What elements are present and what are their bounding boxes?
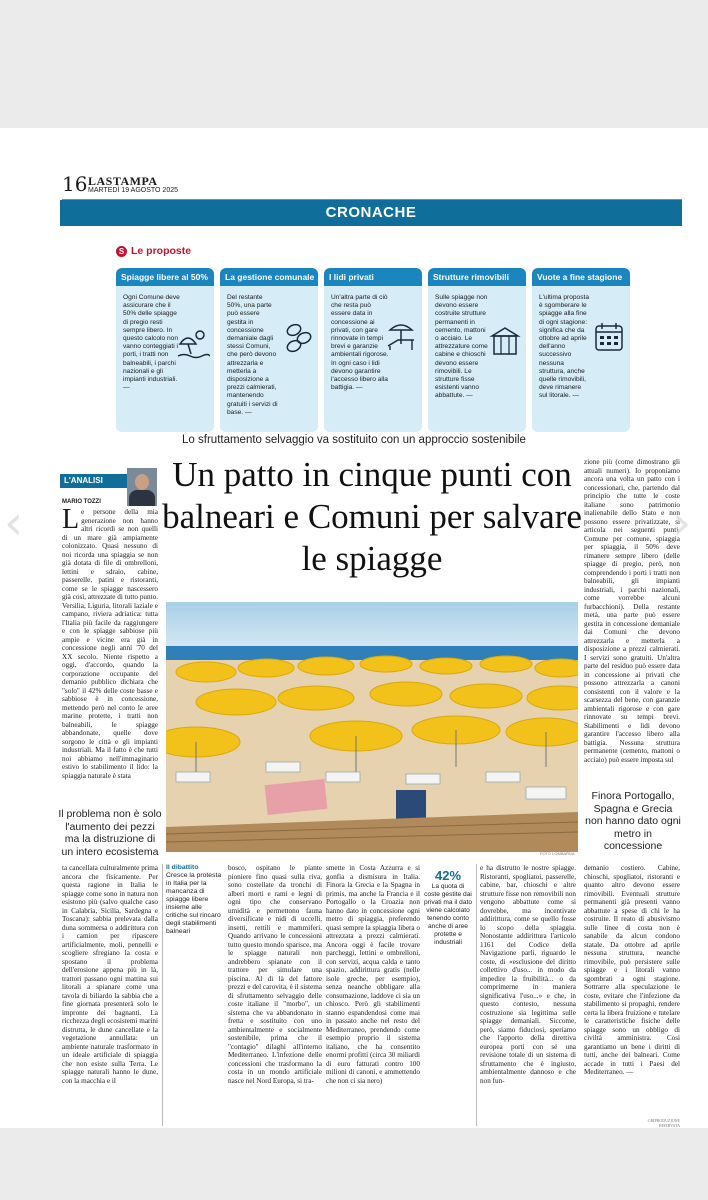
previous-page-chevron-icon[interactable]: ‹	[4, 495, 24, 551]
stat-box	[424, 868, 472, 947]
proposal-card-2	[220, 268, 318, 432]
proposal-card-1	[116, 268, 214, 432]
analisi-label: L'ANALISI	[60, 474, 130, 488]
copyright-note: ©RIPRODUZIONE RISERVATA	[647, 1118, 680, 1128]
newspaper-logo: LASTAMPA	[88, 174, 158, 188]
card-body: Sulle spiagge non devono essere costruite strutture permanenti in cemento, mattoni o acciaio. Le attrezzature come cabine e chioschi devono essere rimovibili. Le strutture fisse esistenti vanno abbattute. —	[435, 294, 488, 400]
card-body: L'ultima proposta è sgomberare le spiagge alla fine di ogni stagione: significa che da ottobre ad aprile dell'anno successivo nessuna struttura, anche quelle rimovibili, deve rimanere sul litorale. —	[539, 294, 590, 400]
card-title: La gestione comunale	[220, 268, 318, 286]
proposte-text: Le proposte	[131, 245, 192, 257]
beach-umbrella-icon	[176, 326, 210, 360]
card-title: I lidi privati	[324, 268, 422, 286]
proposte-badge: S	[116, 246, 127, 257]
card-body: Ogni Comune deve assicurare che il 50% delle spiagge di pregio resti sempre libero. In questo calcolo non vanno conteggiati i porti, i tratti non balneabili, i parchi nazionali e gli impianti industriali. —	[123, 294, 180, 392]
calendar-icon	[592, 320, 626, 354]
newspaper-page	[0, 128, 708, 1128]
sunbed-umbrella-icon	[384, 318, 418, 352]
stat-caption: La quota di coste gestite dai privati ma il dato viene calcolato tenendo conto anche di aree protette e industriali	[424, 883, 473, 946]
article-column-bottom-3: smette in Costa Azzurra e si gonfia a dismisura in Italia. Finora la Grecia e la Spagna in primis, ma anche la Francia e il Portogallo o la Croazia non hanno dato in concessione ogni metro di spiaggia, preferendo quasi sempre la spiaggia libera o attrezzata a prezzi calmierati. Ancora oggi è facile trovare parcheggi, lettini e ombrelloni, con servizi, acqua calda e tanto spazio, addirittura gratis (nelle isole greche, per esempio), senza neanche obbligare alla consumazione, laddove ci sia un chiosco. Però gli stabilimenti stanno espandendosi come mai in passato anche nel resto del Mediterraneo, prendendo come esempio proprio il sistema italiano, che ha consentito enormi profitti (circa 30 miliardi di euro fatturati contro 100 milioni di canoni, e ammettendo che non ci sia nero)	[326, 864, 420, 1085]
article-column-left	[62, 508, 158, 800]
proposal-card-3	[324, 268, 422, 432]
issue-date: MARTEDÌ 19 AGOSTO 2025	[88, 187, 179, 194]
article-kicker: Lo sfruttamento selvaggio va sostituito con un approccio sostenibile	[182, 434, 526, 446]
article-column-bottom-4: e ha distrutto le nostre spiagge. Ristoranti, spogliatoi, passerelle, cabine, bar, chioschi e altre strutture fisse non removibili non vengono abbattute come si dovrebbe, ma incentivate addirittura, come se quello fosse lo scopo della spiaggia. Nonostante addirittura l'articolo 1161 del Codice della Navigazione parli, riguardo le coste, di «esclusione del diritto collettivo d'uso... in modo da impedire la fruibilità... o da comprimerne in maniera significativa l'uso...» e che, in questo contesto, nessuna costruzione sia legittima sulle spiagge demaniali. Siccome, però, siamo fiduciosi, speriamo che l'apporto della direttiva europea porti con sé una revisione totale di un sistema di sfruttamento che è ingiusto, ambientalmente dannoso e che non fun-	[480, 864, 576, 1085]
photo-credit: FOTO LOMBARDA	[540, 851, 575, 856]
viewer-top-margin	[0, 0, 708, 128]
section-banner: CRONACHE	[60, 200, 682, 226]
beach-hut-icon	[488, 324, 522, 358]
next-page-chevron-icon[interactable]: ›	[672, 495, 692, 551]
coins-icon	[282, 320, 316, 354]
beach-photo-image	[166, 602, 578, 852]
page-header	[62, 174, 682, 196]
drop-cap: L	[62, 508, 80, 535]
article-column-bottom-2: bosco, ospitano le piante pioniere fino quasi sulla riva, sono costellate da tronchi di alberi morti e rami e legni di ogni tipo che conservano umidità e permettono fauna diversificate e nidi di uccelli, insetti, rettili e mammiferi. Quando arrivano le concessioni tutto questo mondo sparisce, ma le spiagge naturali non andrebbero spianate con il trattore per simulare una piscina. Al di là del fattore prezzi e del carovita, è il sistema di sfruttamento selvaggio delle coste italiane il "morbo", un sistema che va abbandonato in fretta e sostituito con uno ambientalmente e socialmente sostenibile, prima che il "contagio" dilaghi all'interno Mediterraneo. L'infezione delle concessioni che trasformano la costa in un mondo artificiale nasce nel Nord Europa, si tra-	[228, 864, 322, 1085]
pull-quote-left: Il problema non è solo l'aumento dei pezzi ma la distruzione di un intero ecosistema	[58, 808, 162, 858]
stat-value: 42%	[434, 868, 462, 883]
viewer-bottom-margin	[0, 1128, 708, 1200]
column-divider	[476, 864, 477, 1126]
beach-photo	[166, 602, 578, 852]
column-divider	[162, 864, 163, 1126]
dibattito-label: Il dibattito	[166, 864, 199, 871]
article-column-right: zione più (come dimostrano gli attuali numeri). Io proponiamo ancora una volta un patto con i concessionari, che, partendo dal principio che tutte le coste italiane sono patrimonio inalienabile dello Stato e non possono essere privatizzate, si articola nei seguenti punti. Comune per comune, spiaggia per spiaggia, il 50% deve rimanere sempre libero (delle spiagge di pregio, però, non comprendendo i porti i tratti non balneabili, gli impianti industriali, i parchi nazionali, come vorrebbe alcuni furbacchioni). Della restante metà, una parte può essere gestita in concessione demaniale dai Comuni che devono attrezzarla e metterla a disposizione a prezzi calmierati. I servizi sono gratuiti. Un'altra parte del residuo può essere data in concessione ai privati che possono attrezzarla a canoni consistenti con il valore e la scarsezza del bene, con garanzie ambientali rigorose e con gare rinnovate su tempi brevi. Stabilimenti e lidi devono garantire l'accesso libero alla battigia. Nessuna struttura permanente (cemento, mattoni o acciaio) può essere imposta sul	[584, 458, 680, 764]
dibattito-text: Cresce la protesta in Italia per la mancanza di spiagge libere insieme alle critiche sul rincaro degli stabilimenti balneari	[166, 872, 222, 935]
author-name: MARIO TOZZI	[62, 499, 101, 505]
pull-quote-right: Finora Portogallo, Spagna e Grecia non hanno dato ogni metro in concessione	[585, 790, 681, 852]
card-body: Un'altra parte di ciò che resta può essere data in concessione ai privati, con gare rinnovate in tempi brevi e garanzie ambientali rigorose. In ogni caso i lidi devono garantire l'accesso libero alla battigia. —	[331, 294, 389, 392]
page-title: Un patto in cinque punti con balneari e Comuni per salvare le spiagge	[162, 455, 582, 578]
author-avatar	[127, 468, 157, 506]
article-column-bottom-5: demanio costiero. Cabine, chioschi, spogliatoi, ristoranti e quanto altro devono essere rimovibili. Eventuali strutture permanenti già presenti vanno abbattute a spese di chi le ha costruite. Il reato di abusivismo sulle linee di costa non è sanabile da alcun condono statale. Da ottobre ad aprile nessuna struttura, neanche rimovibile, può persistere sulle spiagge e i litorali vanno sgombrati a ogni stagione. Sottrarre alla speculazione le coste, evitare che l'infezione da stabilimento si propaghi, rendere certa la libera fruizione e tutelare le caratteristiche fisiche delle spiagge sono un obbligo di civiltà amministra. Così garantiamo un bene i diritti di tutti, anche dei balneari. Come accade in tutti i Paesi del Mediterraneo. —	[584, 864, 680, 1076]
card-title: Spiagge libere al 50%	[116, 268, 214, 286]
card-title: Strutture rimovibili	[428, 268, 526, 286]
proposal-card-4	[428, 268, 526, 432]
article-column-bottom-1: ta cancellata culturalmente prima ancora che fisicamente. Per questa ragione in Italia le spiagge come sono in natura non esistono più (salvo qualche caso in Calabria, Sicilia, Sardegna e Toscana): sabbia prelevata dalla duna sommersa o addirittura con i camion per ripascere artificialmente, moli, pennelli e scogliere sfregiano la costa e spostano il problema dell'erosione appena più in là, trattori passano ogni mattina sui litorali a spianare come una tavola di biliardo la sabbia che a fine giornata presenterà solo le impronte dei bagnanti. La ricchezza degli ecosistemi marini distrutta, le dune cancellate e la vegetazione annullata: un ambiente naturale trasformato in un ideale artificiale di spiaggia che non esiste sulla Terra. Le spiagge naturali hanno le dune, con la macchia e il	[62, 864, 158, 1085]
page-number: 16	[62, 172, 88, 196]
dibattito-box	[166, 864, 222, 936]
card-body: Del restante 50%, una parte può essere gestita in concessione demaniale dagli stessi Comuni, che però devono attrezzarla e metterla a disposizione a prezzi calmierati, mantenendo gratuiti i servizi di base. —	[227, 294, 278, 416]
card-title: Vuote a fine stagione	[532, 268, 630, 286]
proposte-label	[116, 245, 191, 257]
proposal-card-5	[532, 268, 630, 432]
column-text: e persone della mia generazione non hanno altri ricordi se non quelli di un mare già ampiamente colonizzato. Quasi nessuno di noi ricorda una spiaggia se non già dotata di file di ombrelloni, lettini e sdraio, cabine, passerelle, patini e ristoranti, come se le spiagge nascessero già così, attrezzate di tutto punto. Versilia, Liguria, litorali laziale e campano, riviera adriatica: tutta l'Italia più facile da raggiungere e con le spiagge sabbiose più ampie e vicine era già in concessione negli anni '70 del XX secolo. Niente rispetto a oggi, d'accordo, quando la corporazione occupante del demanio pubblico dichiara che "solo" il 42% delle coste basse e sabbiose è in concessione, mettendo però nel conto le aree marine protette, i tratti non balneabili, le spiagge abbandonate, quelle dove sorgono le città e gli impianti industriali. Ma il fatto è che tutti noi abbiamo nell'immaginario estivo lo stabilimento il lido: la spiaggia naturale è stata	[62, 508, 158, 780]
